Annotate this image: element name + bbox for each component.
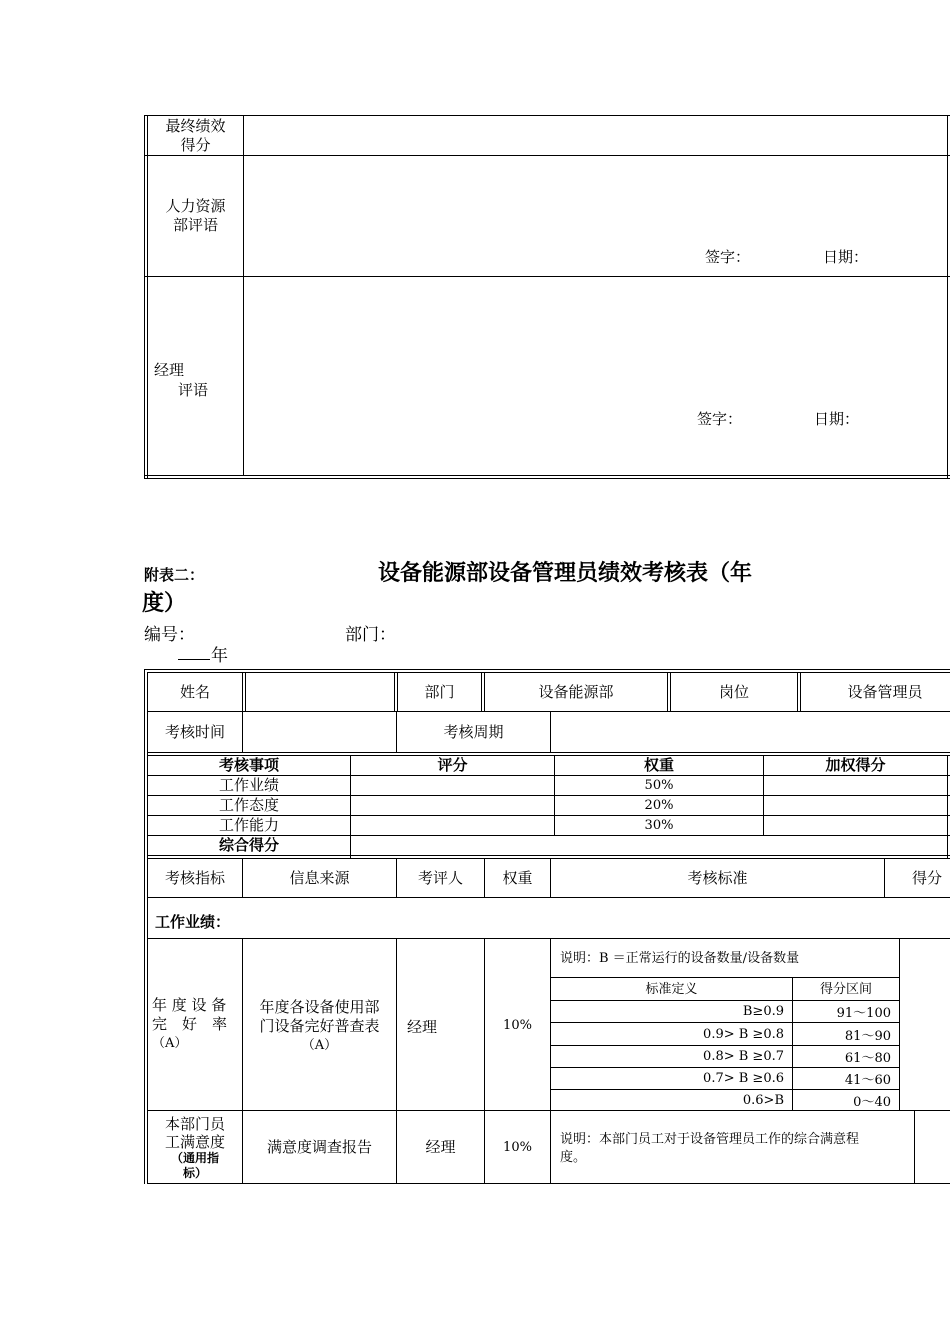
- summary-item-performance: 工作业绩: [218, 776, 279, 794]
- rate-level-range-3: 61～80: [844, 1051, 891, 1066]
- summary-weight-attitude: 20%: [644, 798, 674, 813]
- section-performance: 工作业绩：: [155, 913, 231, 931]
- rate-level-range-2: 81～90: [844, 1028, 891, 1044]
- appendix-label: 附表二：: [144, 566, 205, 584]
- form-title: 设备能源部设备管理员绩效考核表（年: [378, 561, 753, 586]
- satisfaction-source: 满意度调查报告: [266, 1137, 372, 1156]
- summary-header-item: 考核事项: [218, 756, 279, 774]
- rate-note: 说明：B ＝正常运行的设备数量/设备数量: [560, 951, 800, 966]
- manager-comment-label-2: 评语: [178, 381, 209, 399]
- rate-level-def-5: 0.6>B: [742, 1093, 784, 1108]
- rate-level-def-2: 0.9> B ≥0.8: [703, 1026, 784, 1042]
- dept-label: 部门：: [345, 625, 396, 645]
- number-label: 编号：: [144, 625, 195, 645]
- rate-level-def-1: B≥0.9: [742, 1004, 784, 1019]
- col-indicator: 考核指标: [164, 869, 225, 887]
- period-label: 考核周期: [443, 723, 504, 741]
- satisfaction-indicator-name: 本部门员 工满意度 （通用指 标）: [164, 1115, 225, 1180]
- rate-level-range-5: 0～40: [853, 1095, 891, 1110]
- rate-level-range-1: 91～100: [836, 1006, 891, 1021]
- rate-rater: 经理: [407, 1018, 438, 1036]
- summary-header-score: 评分: [437, 756, 468, 774]
- rate-weight: 10%: [503, 1018, 532, 1033]
- rate-level-range-4: 41～60: [844, 1073, 891, 1088]
- satisfaction-rater: 经理: [425, 1137, 456, 1156]
- year-blank: [178, 659, 210, 660]
- summary-header-weighted: 加权得分: [825, 756, 886, 774]
- summary-header-weight: 权重: [643, 756, 674, 774]
- manager-date-label: 日期：: [814, 410, 860, 428]
- summary-weight-ability: 30%: [644, 818, 674, 833]
- summary-total-label: 综合得分: [218, 836, 279, 854]
- col-weight: 权重: [502, 869, 533, 887]
- dept-value: 设备能源部: [538, 682, 614, 701]
- form-title-cont: 度）: [142, 591, 187, 616]
- final-score-label: 最终绩效 得分: [165, 116, 226, 154]
- rate-level-def-4: 0.7> B ≥0.6: [703, 1071, 784, 1086]
- time-label: 考核时间: [164, 723, 225, 741]
- summary-weight-performance: 50%: [644, 778, 674, 793]
- rate-range-header: 得分区间: [819, 981, 872, 997]
- rate-std-header: 标准定义: [645, 981, 698, 997]
- satisfaction-note: 说明：本部门员工对于设备管理员工作的综合满意程 度。: [560, 1132, 860, 1165]
- post-value: 设备管理员: [847, 682, 923, 701]
- hr-sign-label: 签字：: [705, 248, 751, 266]
- col-score: 得分: [911, 869, 942, 887]
- rate-source: 年度各设备使用部 门设备完好普查表 （A）: [259, 997, 380, 1053]
- dept-label-cell: 部门: [424, 682, 455, 701]
- summary-item-attitude: 工作态度: [218, 796, 279, 814]
- col-standard: 考核标准: [687, 869, 748, 887]
- name-label: 姓名: [179, 682, 210, 701]
- post-label: 岗位: [718, 682, 749, 701]
- hr-comment-label: 人力资源 部评语: [165, 197, 226, 234]
- rate-indicator-name: 年 度 设 备 完 好 率 （A）: [152, 996, 228, 1051]
- manager-sign-label: 签字：: [697, 410, 743, 428]
- hr-date-label: 日期：: [823, 248, 869, 266]
- manager-comment-label-1: 经理: [154, 361, 185, 379]
- satisfaction-weight: 10%: [503, 1139, 532, 1155]
- col-source: 信息来源: [289, 869, 350, 887]
- rate-level-def-3: 0.8> B ≥0.7: [703, 1049, 784, 1064]
- summary-item-ability: 工作能力: [218, 816, 279, 834]
- col-rater: 考评人: [417, 869, 463, 887]
- year-label: 年: [211, 646, 228, 666]
